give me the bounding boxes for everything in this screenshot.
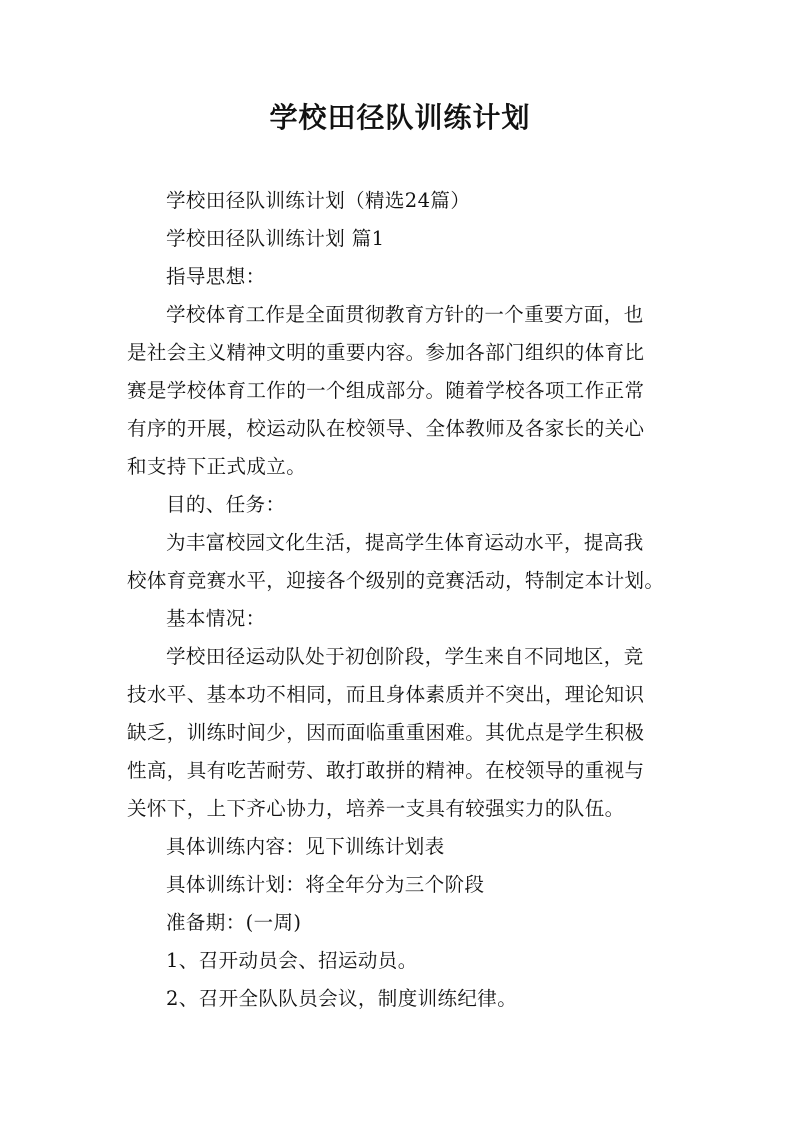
text-line: 学校体育工作是全面贯彻教育方针的一个重要方面，也	[166, 303, 644, 326]
text-line: 具体训练计划：将全年分为三个阶段	[166, 873, 485, 896]
text-line: 1、召开动员会、招运动员。	[166, 949, 418, 972]
text-line: 2、召开全队队员会议，制度训练纪律。	[166, 987, 518, 1010]
text-line: 是社会主义精神文明的重要内容。参加各部门组织的体育比	[127, 341, 645, 364]
text-line: 赛是学校体育工作的一个组成部分。随着学校各项工作正常	[127, 379, 645, 402]
text-line: 校体育竞赛水平，迎接各个级别的竞赛活动，特制定本计划。	[127, 569, 665, 592]
text-line: 为丰富校园文化生活，提高学生体育运动水平，提高我	[166, 531, 644, 554]
text-line: 和支持下正式成立。	[127, 455, 307, 478]
text-line: 关怀下，上下齐心协力，培养一支具有较强实力的队伍。	[127, 797, 625, 820]
document-title: 学校田径队训练计划	[269, 101, 531, 134]
text-line: 技水平、基本功不相同，而且身体素质并不突出，理论知识	[127, 683, 645, 706]
text-line: 指导思想：	[166, 265, 266, 288]
text-line: 性高，具有吃苦耐劳、敢打敢拼的精神。在校领导的重视与	[127, 759, 645, 782]
text-line: 有序的开展，校运动队在校领导、全体教师及各家长的关心	[127, 417, 645, 440]
text-line: 准备期：(一周)	[166, 911, 302, 934]
text-line: 学校田径队训练计划（精选24篇）	[166, 189, 471, 212]
text-line: 目的、任务：	[166, 493, 286, 516]
text-line: 学校田径队训练计划 篇1	[166, 227, 385, 250]
document-body	[127, 182, 675, 1018]
text-line: 缺乏，训练时间少，因而面临重重困难。其优点是学生积极	[127, 721, 645, 744]
text-line: 基本情况：	[166, 607, 266, 630]
text-line: 学校田径运动队处于初创阶段，学生来自不同地区，竞	[166, 645, 644, 668]
text-line: 具体训练内容：见下训练计划表	[166, 835, 445, 858]
